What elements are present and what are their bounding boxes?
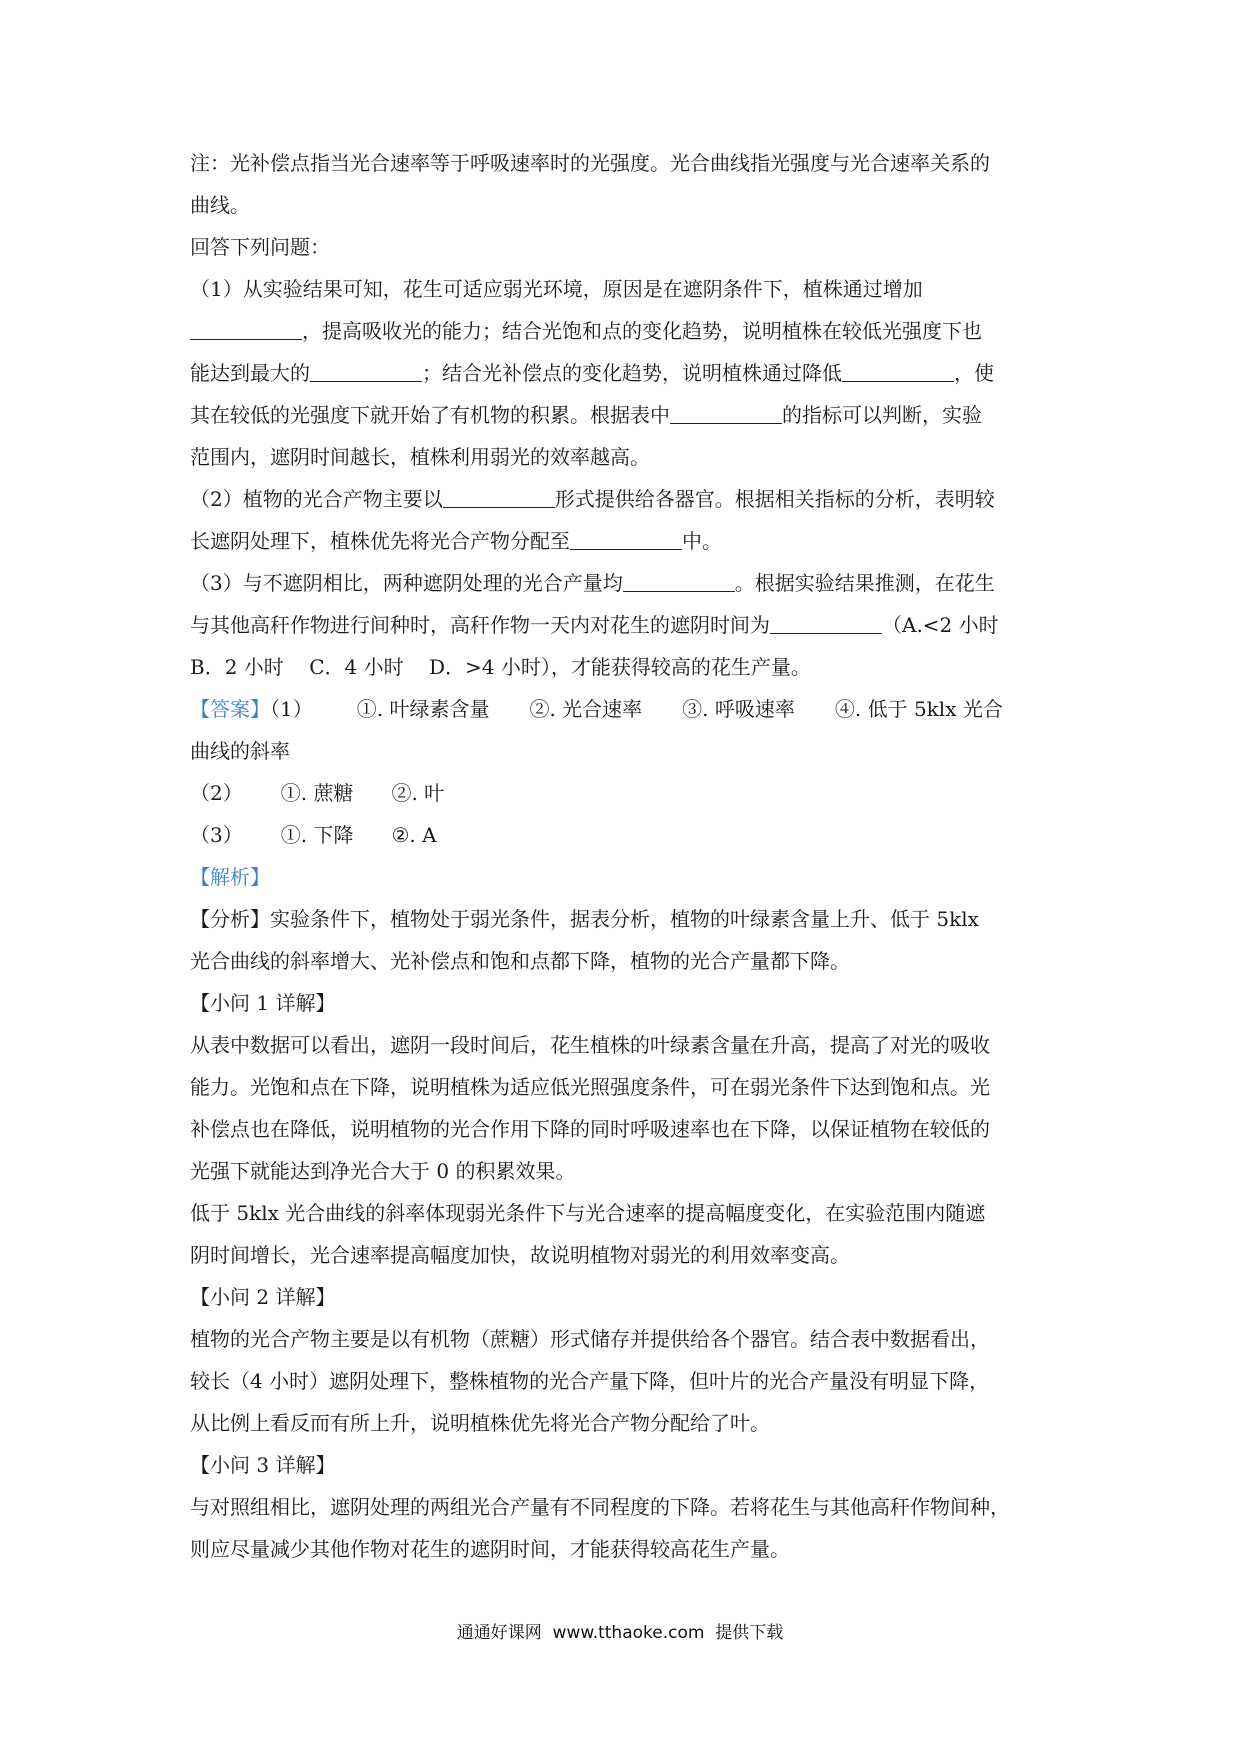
q3-line-3: B．2 小时 C．4 小时 D．>4 小时），才能获得较高的花生产量。 — [190, 655, 811, 679]
answer-line-2: （2） ①. 蔗糖 ②. 叶 — [190, 781, 445, 805]
answer-blank — [190, 317, 302, 340]
q3-line-2: 与其他高秆作物进行间种时，高秆作物一天内对花生的遮阴时间为 （A.<2 小时 — [190, 613, 999, 637]
answer-tag: 【答案】 — [190, 697, 270, 721]
q2-line-1: （2）植物的光合产物主要以 形式提供给各器官。根据相关指标的分析，表明较 — [190, 487, 995, 511]
document-body — [190, 142, 1060, 1570]
note-line-1: 注：光补偿点指当光合速率等于呼吸速率时的光强度。光合曲线指光强度与光合速率关系的 — [190, 151, 990, 175]
answer-blank — [570, 527, 682, 550]
q1-line-2: ，提高吸收光的能力；结合光饱和点的变化趋势，说明植株在较低光强度下也 — [190, 310, 1060, 352]
subquestion-2-line-2: 较长（4 小时）遮阴处理下，整株植物的光合产量下降，但叶片的光合产量没有明显下降， — [190, 1369, 990, 1393]
subquestion-3-line-2: 则应尽量减少其他作物对花生的遮阴时间，才能获得较高花生产量。 — [190, 1537, 790, 1561]
subquestion-1-heading: 【小问 1 详解】 — [190, 991, 336, 1015]
subquestion-2-heading: 【小问 2 详解】 — [190, 1285, 336, 1309]
q2-line-2: 长遮阴处理下，植株优先将光合产物分配至 中。 — [190, 529, 722, 553]
subquestion-1-line-5: 低于 5klx 光合曲线的斜率体现弱光条件下与光合速率的提高幅度变化，在实验范围内随遮 — [190, 1201, 986, 1225]
subquestion-1-line-4: 光强下就能达到净光合大于 0 的积累效果。 — [190, 1159, 576, 1183]
answer-blank — [623, 569, 735, 592]
analysis-line-2: 光合曲线的斜率增大、光补偿点和饱和点都下降，植物的光合产量都下降。 — [190, 949, 850, 973]
answer-line-1-cont: 曲线的斜率 — [190, 739, 290, 763]
q1-line-3: 能达到最大的 ；结合光补偿点的变化趋势，说明植株通过降低 ，使 — [190, 361, 994, 385]
answer-blank — [443, 485, 555, 508]
analysis-line-1: 【分析】实验条件下，植物处于弱光条件，据表分析，植物的叶绿素含量上升、低于 5klx — [190, 907, 979, 931]
subquestion-1-line-6: 阴时间增长，光合速率提高幅度加快，故说明植物对弱光的利用效率变高。 — [190, 1243, 850, 1267]
footer-text: 通通好课网 www.tthaoke.com 提供下载 — [456, 1623, 784, 1643]
q3-line-1: （3）与不遮阴相比，两种遮阴处理的光合产量均 。根据实验结果推测，在花生 — [190, 571, 995, 595]
answer-blank — [770, 611, 882, 634]
answer-line-3: （3） ①. 下降 ②. A — [190, 823, 437, 847]
q1-line-4: 其在较低的光强度下就开始了有机物的积累。根据表中 的指标可以判断，实验 — [190, 403, 982, 427]
answer-blank — [842, 359, 954, 382]
subquestion-3-line-1: 与对照组相比，遮阴处理的两组光合产量有不同程度的下降。若将花生与其他高秆作物间种， — [190, 1495, 1010, 1519]
q1-line-5: 范围内，遮阴时间越长，植株利用弱光的效率越高。 — [190, 445, 650, 469]
note-line-2: 曲线。 — [190, 193, 250, 217]
subquestion-2-line-3: 从比例上看反而有所上升，说明植株优先将光合产物分配给了叶。 — [190, 1411, 770, 1435]
subquestion-3-heading: 【小问 3 详解】 — [190, 1453, 336, 1477]
q1-line-1: （1）从实验结果可知，花生可适应弱光环境，原因是在遮阴条件下，植株通过增加 — [190, 277, 923, 301]
subquestion-1-line-2: 能力。光饱和点在下降，说明植株为适应低光照强度条件，可在弱光条件下达到饱和点。光 — [190, 1075, 990, 1099]
prompt-text: 回答下列问题： — [190, 235, 330, 259]
answer-blank — [670, 401, 782, 424]
answer-blank — [310, 359, 422, 382]
analysis-tag: 【解析】 — [190, 865, 270, 889]
answer-line-1: 【答案】（1） ①. 叶绿素含量 ②. 光合速率 ③. 呼吸速率 ④. 低于 5klx 光合 — [190, 697, 1003, 721]
subquestion-1-line-3: 补偿点也在降低，说明植物的光合作用下降的同时呼吸速率也在下降，以保证植物在较低的 — [190, 1117, 990, 1141]
subquestion-2-line-1: 植物的光合产物主要是以有机物（蔗糖）形式储存并提供给各个器官。结合表中数据看出， — [190, 1327, 990, 1351]
subquestion-1-line-1: 从表中数据可以看出，遮阴一段时间后，花生植株的叶绿素含量在升高，提高了对光的吸收 — [190, 1033, 990, 1057]
